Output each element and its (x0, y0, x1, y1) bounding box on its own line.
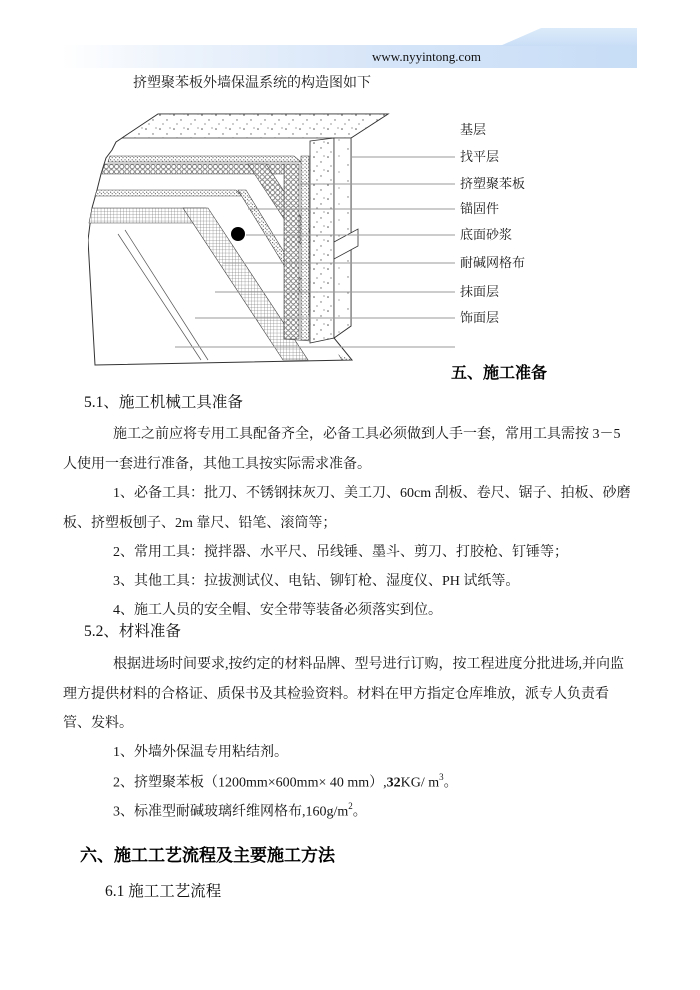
header-banner-raised-corner (500, 28, 637, 46)
text-segment: 六、施工工艺流程及主要施工方法 (80, 846, 335, 865)
text-segment: 板、挤塑板刨子、2m 靠尺、铅笔、滚筒等； (63, 516, 337, 531)
layer-label: 底面砂浆 (460, 227, 513, 242)
text-segment: 3、标准型耐碱玻璃纤维网格布,160g/m (113, 804, 349, 820)
text-segment: 4、施工人员的安全帽、安全带等装备必须落实到位。 (113, 603, 442, 618)
figure-intro-text: 挤塑聚苯板外墙保温系统的构造图如下 (133, 76, 371, 91)
section-heading (105, 882, 221, 901)
body-text-line (63, 456, 371, 474)
layer-label: 锚固件 (460, 201, 500, 216)
section-heading (84, 393, 243, 412)
body-text-line (63, 715, 133, 733)
text-segment: 。 (443, 775, 458, 791)
layer-label: 挤塑聚苯板 (460, 176, 526, 191)
text-segment: 管、发料。 (63, 716, 133, 731)
text-segment: 5.1、施工机械工具准备 (84, 394, 243, 411)
text-segment: 3 (439, 772, 444, 782)
layer-label: 抹面层 (460, 284, 500, 299)
insulation-layers-drawing (88, 112, 668, 370)
body-text-line (113, 656, 624, 674)
text-segment: 人使用一套进行准备，其他工具按实际需求准备。 (63, 457, 371, 472)
layer-label: 基层 (460, 122, 487, 137)
text-segment: 。 (352, 804, 367, 820)
base-wall-front-face (310, 138, 334, 343)
text-segment: 1、必备工具：批刀、不锈钢抹灰刀、美工刀、60cm 刮板、卷尺、锯子、拍板、砂磨 (113, 486, 631, 501)
text-segment: 根据进场时间要求,按约定的材料品牌、型号进行订购，按工程进度分批进场,并向监 (113, 657, 624, 672)
body-text-line (113, 426, 621, 444)
section-heading (84, 622, 181, 641)
bottom-mortar-strip (95, 190, 242, 196)
text-segment: 1、外墙外保温专用粘结剂。 (113, 745, 288, 760)
layer-label: 耐碱网格布 (460, 255, 526, 270)
body-text-line (113, 802, 367, 821)
xps-board-column (284, 164, 299, 339)
body-text-line (113, 744, 288, 762)
body-text-line (113, 773, 458, 792)
text-segment: 3、其他工具：拉拔测试仪、电钻、铆钉枪、湿度仪、PH 试纸等。 (113, 574, 520, 589)
text-segment: 2、常用工具：搅拌器、水平尺、吊线锤、墨斗、剪刀、打胶枪、钉锤等； (113, 545, 568, 560)
body-text-line (113, 573, 519, 591)
anchor-dot (231, 227, 245, 241)
body-text-line (113, 544, 568, 562)
text-segment: 施工之前应将专用工具配备齐全，必备工具必须做到人手一套，常用工具需按 3－5 (113, 427, 621, 442)
body-text-line (113, 485, 631, 503)
section-heading (80, 845, 335, 866)
text-segment: 2、挤塑聚苯板（1200mm×600mm× 40 mm）, (113, 775, 387, 791)
text-segment: 理方提供材料的合格证、质保书及其检验资料。材料在甲方指定仓库堆放，派专人负责看 (63, 687, 609, 702)
text-segment: KG/ m (400, 775, 440, 791)
text-segment: 五、施工准备 (451, 365, 548, 382)
leveling-layer-strip (108, 156, 301, 162)
layer-label: 找平层 (460, 149, 500, 164)
section-heading (451, 364, 547, 384)
layer-label: 饰面层 (460, 310, 500, 325)
body-text-line (113, 602, 442, 620)
text-segment: 5.2、材料准备 (84, 623, 181, 640)
body-text-line (63, 686, 609, 704)
text-segment: 6.1 施工工艺流程 (105, 883, 222, 900)
body-text-line (63, 515, 336, 533)
text-segment: 32 (386, 775, 401, 791)
header-banner (62, 45, 637, 68)
header-website-url: www.nyyintong.com (372, 49, 481, 64)
construction-diagram (88, 112, 668, 370)
text-segment: 2 (348, 801, 353, 811)
base-wall-top-face (122, 114, 388, 138)
